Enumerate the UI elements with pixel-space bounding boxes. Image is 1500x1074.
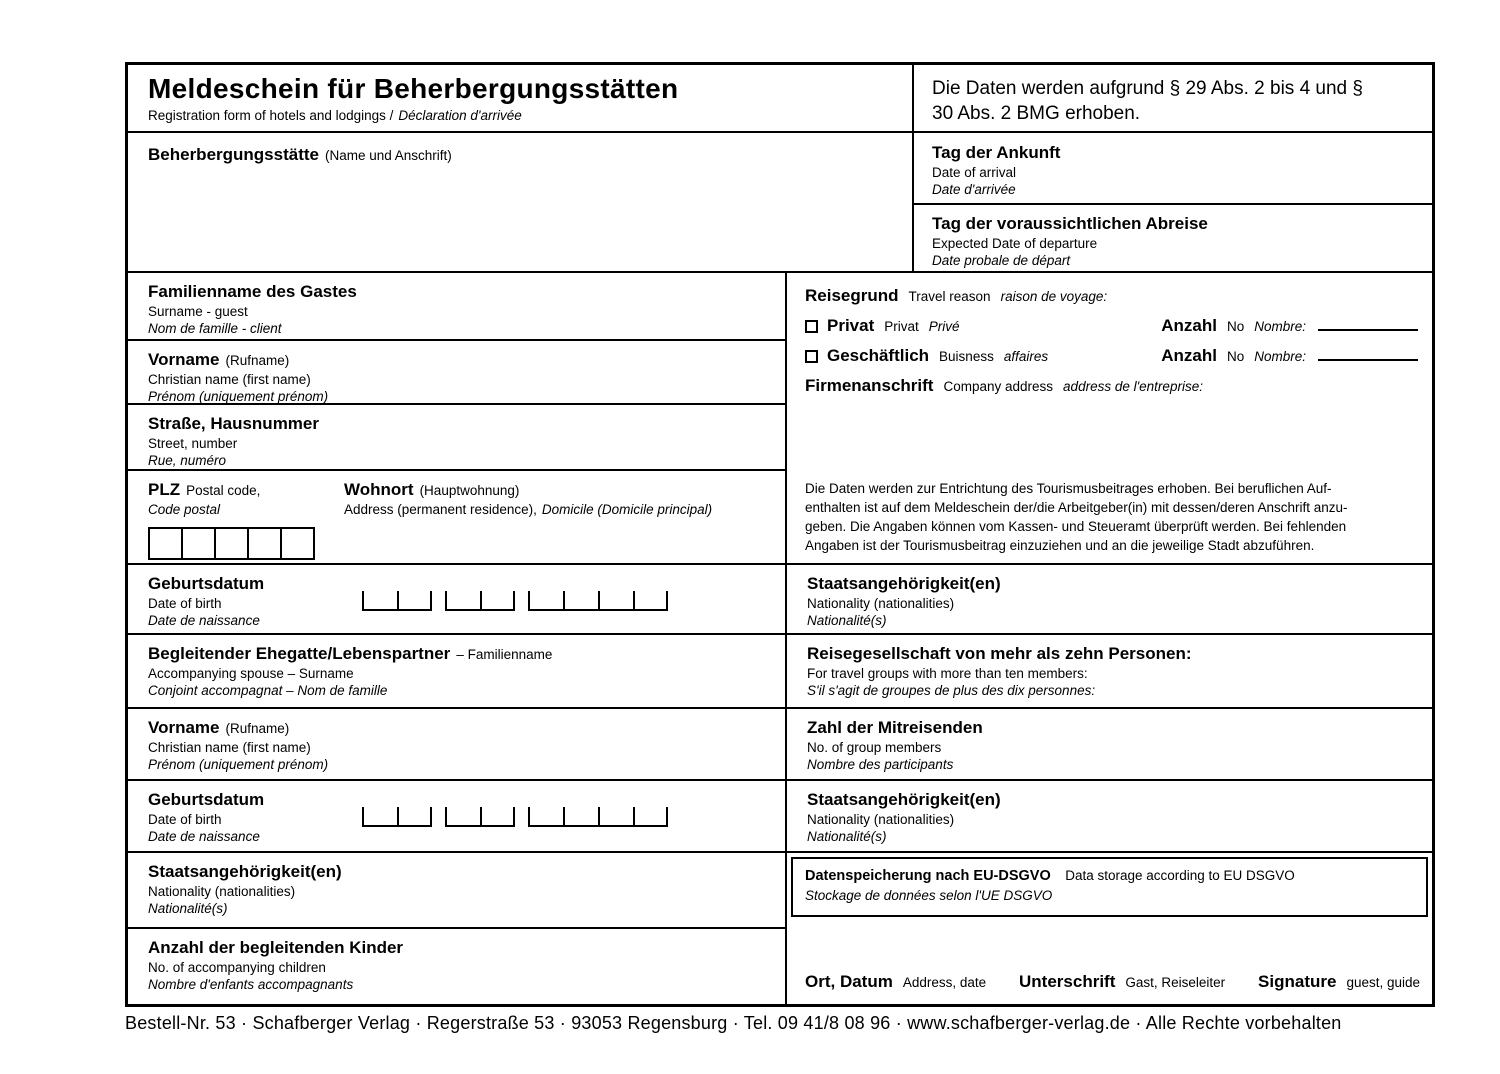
signature-line[interactable] <box>787 972 1432 1004</box>
company-address-field[interactable]: Firmenanschrift Company address address de l'entreprise: <box>805 376 1203 395</box>
surname-field[interactable]: Familienname des Gastes Surname - guest Nom de famille - client <box>128 273 785 341</box>
plz-box[interactable] <box>214 527 249 560</box>
spouse-firstname-field[interactable]: Vorname (Rufname) Christian name (first name) Prénom (uniquement prénom) <box>128 709 785 781</box>
business-count-group: Anzahl No Nombre: <box>1161 346 1418 366</box>
plz-box[interactable] <box>247 527 282 560</box>
gdpr-notice: Datenspeicherung nach EU-DSGVO Data storage according to EU DSGVO Stockage de données selon l'UE DSGVO <box>791 857 1428 917</box>
birthdate-input[interactable] <box>362 591 681 633</box>
postal-code-input[interactable] <box>148 527 344 560</box>
plz-box[interactable] <box>148 527 183 560</box>
postal-city-field <box>128 471 785 565</box>
spouse-birthdate-field <box>128 781 785 853</box>
firstname-field[interactable]: Vorname (Rufname) Christian name (first name) Prénom (uniquement prénom) <box>128 341 785 405</box>
travel-reason-section <box>787 273 1432 565</box>
spouse-surname-field[interactable]: Begleitender Ehegatte/Lebenspartner – Familienname Accompanying spouse – Surname Conjoint accompagnat – Nom de famille <box>128 635 785 709</box>
lodging-field[interactable]: Beherbergungsstätte (Name und Anschrift) <box>128 133 914 271</box>
business-checkbox[interactable] <box>805 350 818 363</box>
form-subtitle: Registration form of hotels and lodgings / Déclaration d'arrivée <box>148 108 522 123</box>
dates-block <box>914 133 1432 271</box>
place-date-label: Ort, Datum Address, date <box>805 972 987 991</box>
plz-box[interactable] <box>280 527 315 560</box>
birthdate-input[interactable] <box>362 807 681 851</box>
children-count-field[interactable]: Anzahl der begleitenden Kinder No. of accompanying children Nombre d'enfants accompagnants <box>148 938 404 992</box>
departure-date-field[interactable]: Tag der voraussichtlichen Abreise Expected Date of departure Date probale de départ <box>932 214 1208 268</box>
private-option-row: Privat Privat Privé Anzahl No Nombre: <box>805 316 1418 336</box>
business-option-row: Geschäftlich Buisness affaires Anzahl No Nombre: <box>805 346 1418 366</box>
group-members-field[interactable]: Zahl der Mitreisenden No. of group members Nombre des participants <box>787 709 1432 781</box>
title-block <box>128 65 914 131</box>
tourism-tax-notice: Die Daten werden zur Entrichtung des Tourismusbeitrages erhoben. Bei beruflichen Auf- enthalten ist auf dem Meldeschein der/die Arbeitgeber(in) mit dessen/deren Anschrift anzu- geben. Die Angaben können vom Kassen- und Steueramt überprüft werden. Bei fehlenden Angaben ist der Tourismusbeitrag einzuziehen und an die jeweilige Stadt abzuführen. <box>805 481 1348 553</box>
publisher-footer: Bestell-Nr. 53 · Schafberger Verlag · Regerstraße 53 · 93053 Regensburg · Tel. 09 41/8 08 96 · www.schafberger-verlag.de · Alle Rechte vorbehalten <box>125 1013 1342 1033</box>
travel-reason-heading: Reisegrund Travel reason raison de voyage: <box>805 286 1108 305</box>
gdpr-signature-section <box>787 853 1432 1004</box>
guest-column <box>128 273 787 1004</box>
form-title: Meldeschein für Beherbergungsstätten <box>148 73 679 104</box>
travel-column <box>787 273 1432 1004</box>
private-count-underline[interactable] <box>1318 318 1418 331</box>
plz-box[interactable] <box>181 527 216 560</box>
signature-label-en: Signature guest, guide <box>1258 972 1420 991</box>
residence-block[interactable]: Wohnort (Hauptwohnung) Address (permanent residence), Domicile (Domicile principal) <box>344 480 713 517</box>
birthdate-label: Geburtsdatum Date of birth Date de naissance <box>148 574 265 628</box>
form-body <box>128 273 1432 1004</box>
group-nationality-field[interactable]: Staatsangehörigkeit(en) Nationality (nationalities) Nationalité(s) <box>787 781 1432 853</box>
signature-label-de: Unterschrift Gast, Reiseleiter <box>1019 972 1226 991</box>
private-count-group: Anzahl No Nombre: <box>1161 316 1418 336</box>
spouse-nationality-field[interactable]: Staatsangehörigkeit(en) Nationality (nationalities) Nationalité(s) <box>128 853 785 929</box>
registration-form <box>125 62 1435 1007</box>
form-header <box>128 65 1432 133</box>
postal-code-block: PLZ Postal code, Code postal <box>148 480 344 563</box>
lodging-section <box>128 133 1432 273</box>
legal-basis-note: Die Daten werden aufgrund § 29 Abs. 2 bis 4 und § 30 Abs. 2 BMG erhoben. <box>932 78 1363 124</box>
private-checkbox[interactable] <box>805 320 818 333</box>
arrival-date-field[interactable]: Tag der Ankunft Date of arrival Date d'arrivée <box>914 133 1432 205</box>
guest-nationality-field[interactable]: Staatsangehörigkeit(en) Nationality (nationalities) Nationalité(s) <box>787 565 1432 635</box>
business-count-underline[interactable] <box>1318 348 1418 361</box>
birthdate-label: Geburtsdatum Date of birth Date de naissance <box>148 790 265 844</box>
street-field[interactable]: Straße, Hausnummer Street, number Rue, numéro <box>128 405 785 471</box>
guest-birthdate-field <box>128 565 785 635</box>
travel-group-heading: Reisegesellschaft von mehr als zehn Personen: For travel groups with more than ten members: S'il s'agit de groupes de plus des dix personnes: <box>787 635 1432 709</box>
